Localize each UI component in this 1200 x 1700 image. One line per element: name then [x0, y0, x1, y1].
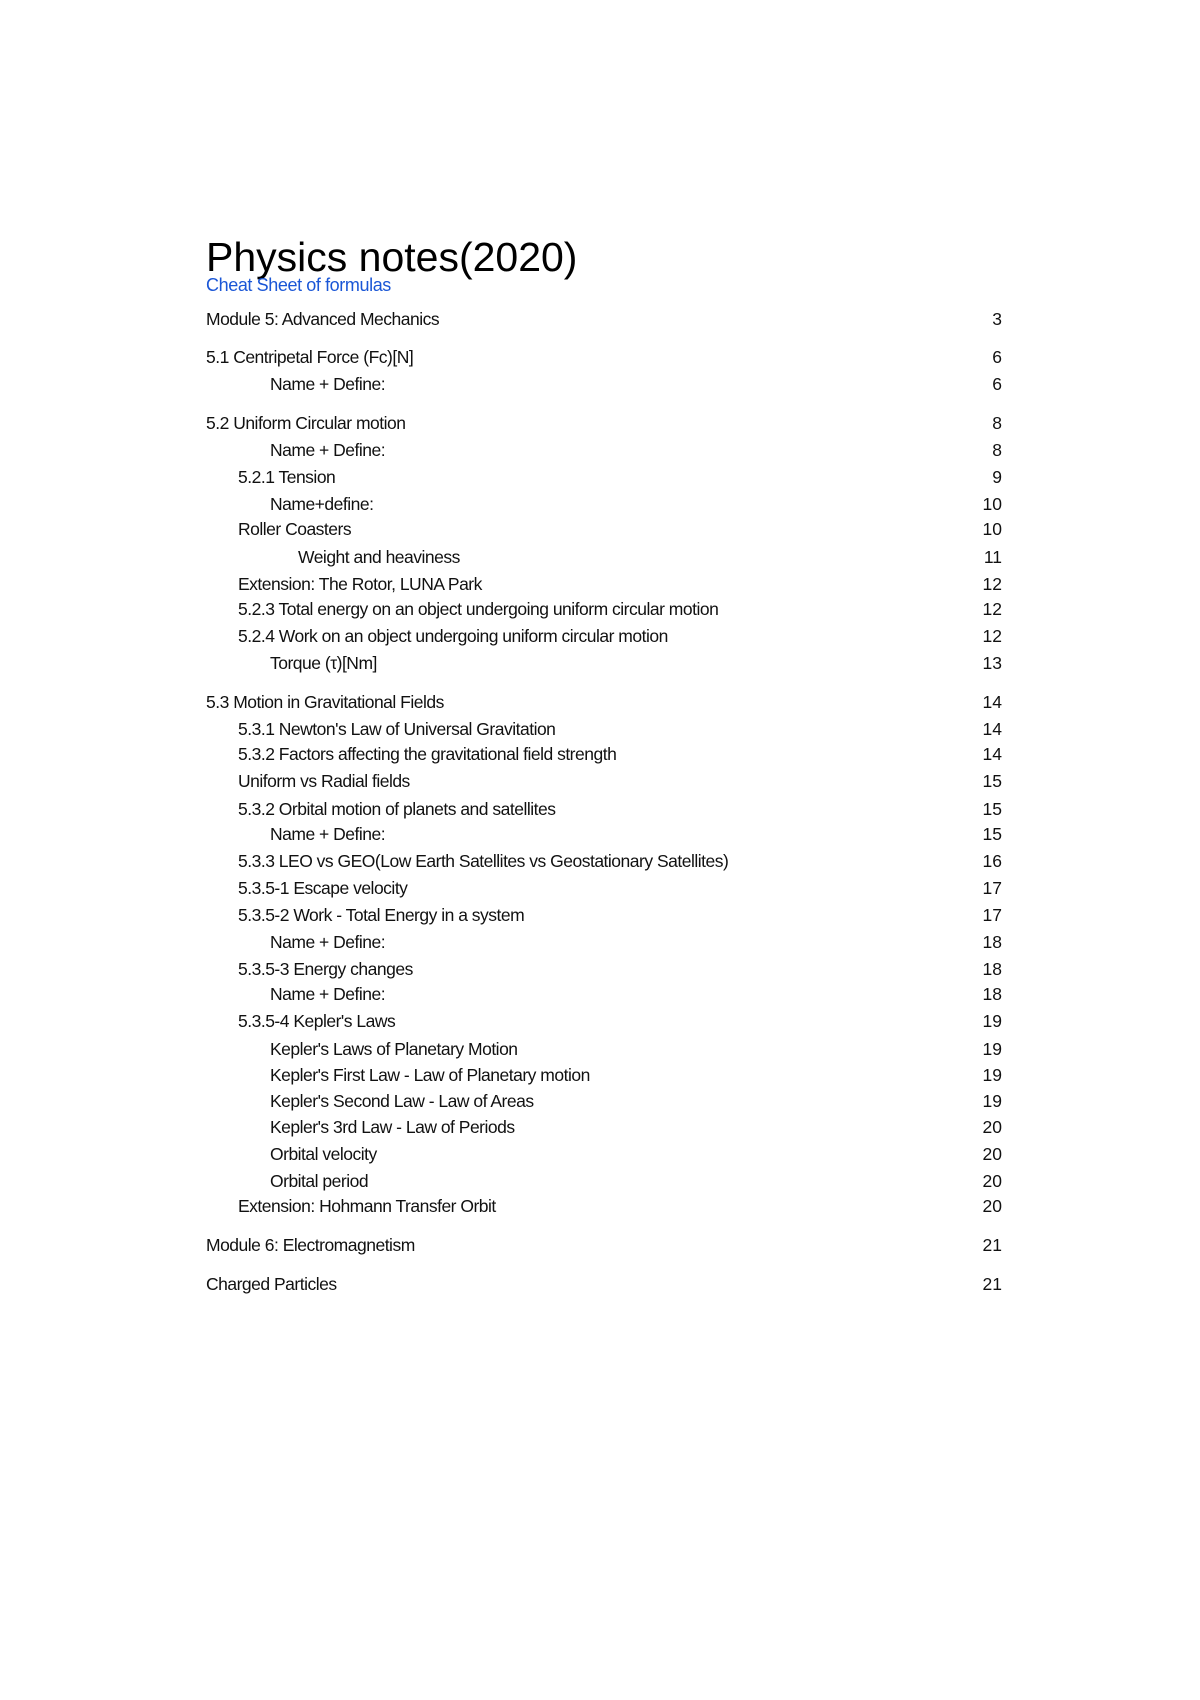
- toc-page-number: 15: [982, 771, 1002, 791]
- toc-page-number: 8: [992, 413, 1002, 433]
- toc-page-number: 19: [982, 1011, 1002, 1031]
- toc-entry-title: Torque (τ)[Nm]: [270, 653, 377, 673]
- toc-entry-title: 5.3.2 Orbital motion of planets and satellites: [238, 799, 556, 819]
- toc-entry-title: Extension: Hohmann Transfer Orbit: [238, 1196, 496, 1216]
- toc-page-number: 18: [982, 959, 1002, 979]
- toc-entry-title: Extension: The Rotor, LUNA Park: [238, 574, 482, 594]
- toc-entry-title: Orbital period: [270, 1171, 369, 1191]
- toc-page-number: 20: [982, 1144, 1002, 1164]
- toc-page-number: 19: [982, 1039, 1002, 1059]
- toc-entry-title: Module 5: Advanced Mechanics: [206, 309, 440, 329]
- toc-entry-title: Name + Define:: [270, 440, 386, 460]
- toc-entry-title: 5.2.1 Tension: [238, 467, 336, 487]
- toc-entry-title: 5.3.5-4 Kepler's Laws: [238, 1011, 396, 1031]
- toc-page-number: 10: [982, 519, 1002, 539]
- toc-entry-title: 5.3.2 Factors affecting the gravitational field strength: [238, 744, 617, 764]
- toc-page-number: 13: [982, 653, 1002, 673]
- toc-page-number: 3: [992, 309, 1002, 329]
- toc-page-number: 9: [992, 467, 1002, 487]
- toc-page-number: 10: [982, 494, 1002, 514]
- toc-entry-title: Name + Define:: [270, 932, 386, 952]
- toc-page-number: 19: [982, 1091, 1002, 1111]
- toc-entry-title: Kepler's 3rd Law - Law of Periods: [270, 1117, 515, 1137]
- toc-entry-title: Kepler's Second Law - Law of Areas: [270, 1091, 534, 1111]
- toc-page-number: 6: [992, 374, 1002, 394]
- toc-entry-title: 5.3.1 Newton's Law of Universal Gravitation: [238, 719, 556, 739]
- toc-page-number: 6: [992, 347, 1002, 367]
- toc-page-number: 12: [982, 574, 1002, 594]
- toc-page-number: 11: [983, 547, 1002, 567]
- toc-page-number: 15: [982, 799, 1002, 819]
- toc-entry-title: 5.2 Uniform Circular motion: [206, 413, 406, 433]
- toc-entry-title: Uniform vs Radial fields: [238, 771, 410, 791]
- toc-entry-title: 5.2.3 Total energy on an object undergoing uniform circular motion: [238, 599, 719, 619]
- toc-page-number: 19: [982, 1065, 1002, 1085]
- toc-page-number: 14: [982, 744, 1002, 764]
- toc-page-number: 14: [982, 719, 1002, 739]
- toc-entry-title: 5.3.5-1 Escape velocity: [238, 878, 408, 898]
- toc-page-number: 17: [982, 905, 1002, 925]
- toc-entry-title: 5.3.3 LEO vs GEO(Low Earth Satellites vs Geostationary Satellites): [238, 851, 729, 871]
- page-title: Physics notes(2020): [206, 234, 578, 281]
- cheat-sheet-link[interactable]: Cheat Sheet of formulas: [206, 275, 391, 295]
- toc-entry-title: 5.1 Centripetal Force (Fc)[N]: [206, 347, 414, 367]
- toc-entry-title: Weight and heaviness: [298, 547, 460, 567]
- toc-page-number: 12: [982, 626, 1002, 646]
- toc-entry-title: 5.3 Motion in Gravitational Fields: [206, 692, 444, 712]
- toc-page-number: 20: [982, 1171, 1002, 1191]
- toc-entry-title: 5.3.5-2 Work - Total Energy in a system: [238, 905, 525, 925]
- toc-page-number: 14: [982, 692, 1002, 712]
- toc-page-number: 12: [982, 599, 1002, 619]
- toc-page-number: 8: [992, 440, 1002, 460]
- toc-entry-title: Roller Coasters: [238, 519, 352, 539]
- toc-entry-title: Module 6: Electromagnetism: [206, 1235, 415, 1255]
- toc-page-number: 20: [982, 1196, 1002, 1216]
- toc-entry-title: Charged Particles: [206, 1274, 337, 1294]
- toc-entry-title: 5.2.4 Work on an object undergoing uniform circular motion: [238, 626, 668, 646]
- toc-entry-title: Name+define:: [270, 494, 374, 514]
- toc-page-number: 17: [982, 878, 1002, 898]
- toc-entry-title: Name + Define:: [270, 824, 386, 844]
- toc-page-number: 21: [982, 1235, 1002, 1255]
- toc-page-number: 21: [982, 1274, 1002, 1294]
- toc-page-number: 16: [982, 851, 1002, 871]
- toc-entry-title: Name + Define:: [270, 374, 386, 394]
- toc-entry-title: Name + Define:: [270, 984, 386, 1004]
- toc-page-number: 15: [982, 824, 1002, 844]
- toc-page-number: 18: [982, 984, 1002, 1004]
- toc-entry-title: 5.3.5-3 Energy changes: [238, 959, 413, 979]
- toc-page-number: 20: [982, 1117, 1002, 1137]
- toc-entry-title: Orbital velocity: [270, 1144, 377, 1164]
- toc-entry-title: Kepler's First Law - Law of Planetary motion: [270, 1065, 590, 1085]
- toc-page-number: 18: [982, 932, 1002, 952]
- toc-entry-title: Kepler's Laws of Planetary Motion: [270, 1039, 518, 1059]
